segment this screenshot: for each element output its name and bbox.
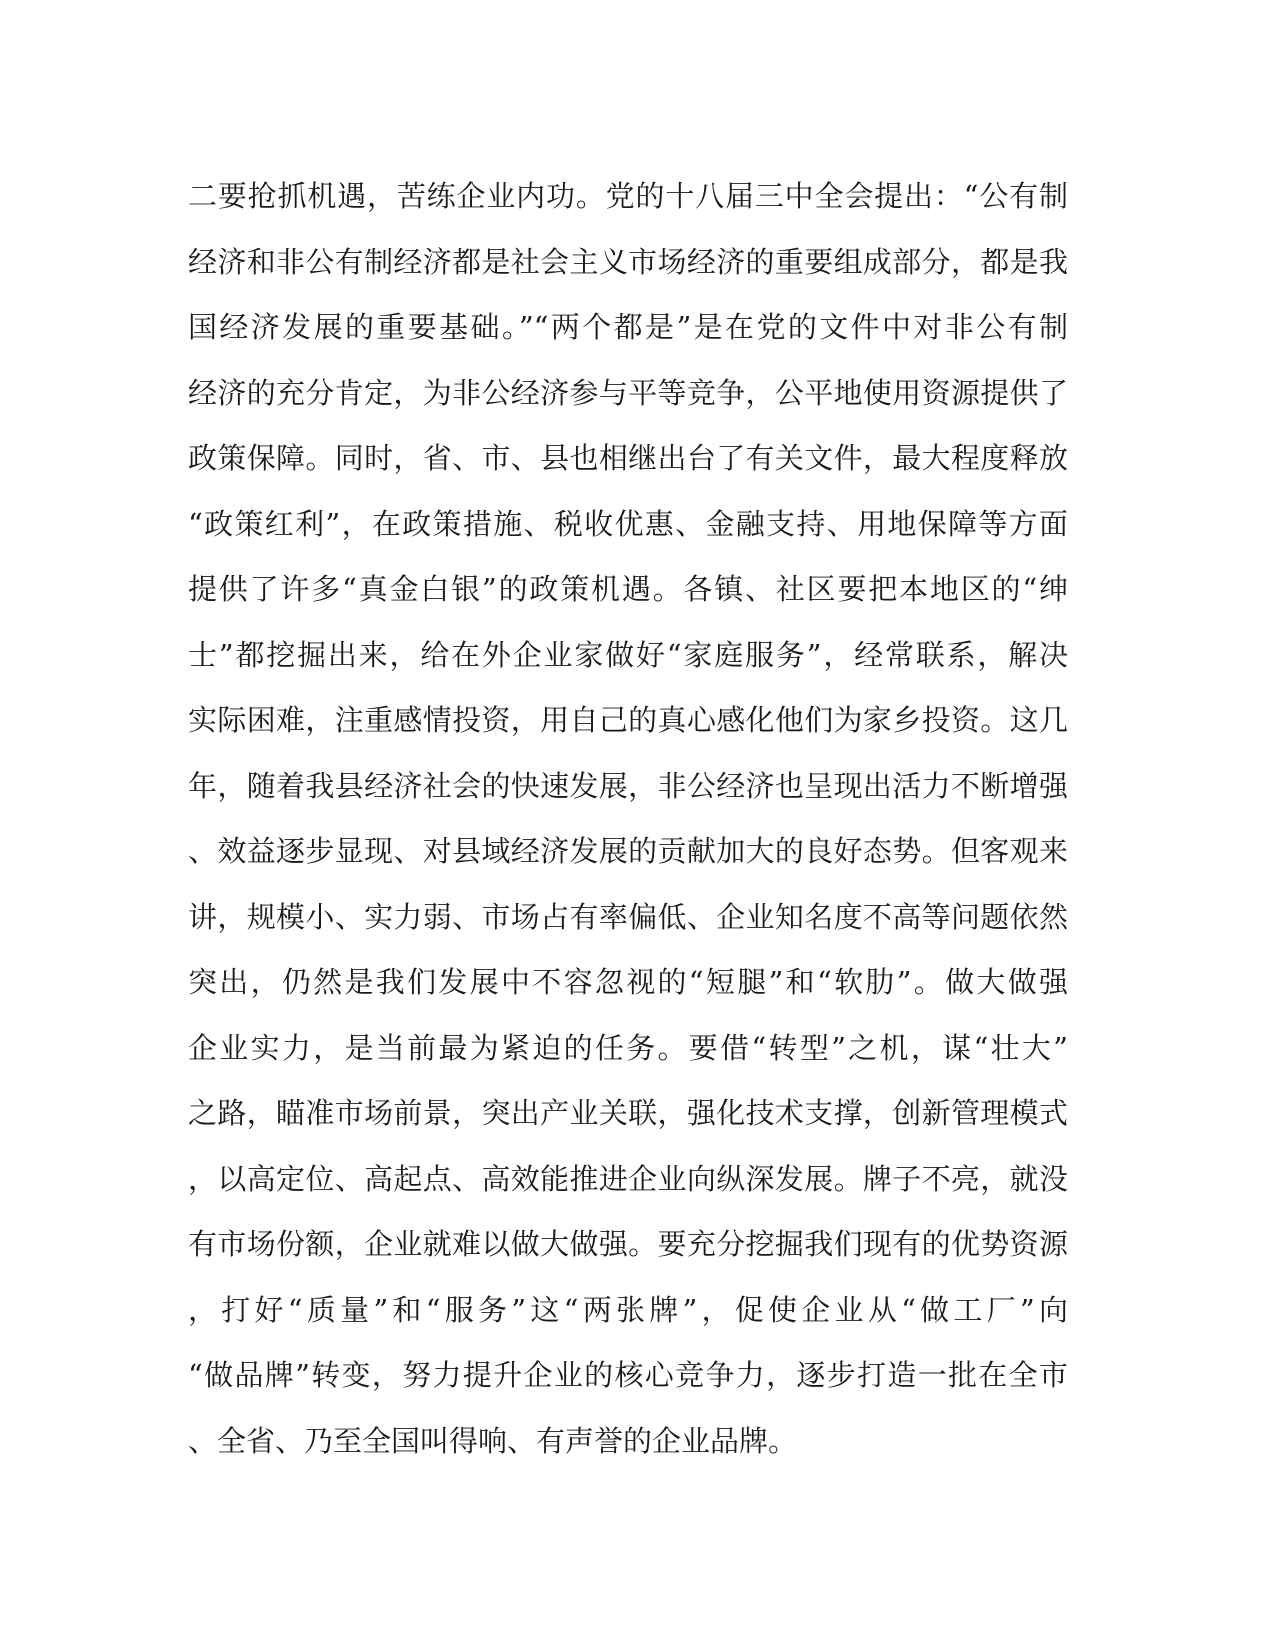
text-line: 、效益逐步显现、对县域经济发展的贡献加大的良好态势。但客观来 bbox=[188, 834, 1068, 868]
text-line: “做品牌”转变，努力提升企业的核心竞争力，逐步打造一批在全市 bbox=[188, 1358, 1068, 1392]
text-line: ，打好“质量”和“服务”这“两张牌”，促使企业从“做工厂”向 bbox=[188, 1292, 1068, 1327]
text-line: 国经济发展的重要基础。”“两个都是”是在党的文件中对非公有制 bbox=[188, 310, 1068, 344]
text-line: “政策红利”，在政策措施、税收优惠、金融支持、用地保障等方面 bbox=[188, 506, 1068, 541]
text-line: 、全省、乃至全国叫得响、有声誉的企业品牌。 bbox=[188, 1423, 798, 1458]
body-paragraph bbox=[188, 164, 1068, 1474]
text-line: 年，随着我县经济社会的快速发展，非公经济也呈现出活力不断增强 bbox=[188, 768, 1068, 803]
text-line: 企业实力，是当前最为紧迫的任务。要借“转型”之机，谋“壮大” bbox=[188, 1030, 1068, 1065]
text-line: 讲，规模小、实力弱、市场占有率偏低、企业知名度不高等问题依然 bbox=[188, 899, 1068, 934]
text-line: 突出，仍然是我们发展中不容忽视的“短腿”和“软肋”。做大做强 bbox=[188, 965, 1068, 999]
text-line: 之路，瞄准市场前景，突出产业关联，强化技术支撑，创新管理模式 bbox=[188, 1096, 1068, 1130]
text-line: 经济和非公有制经济都是社会主义市场经济的重要组成部分，都是我 bbox=[188, 244, 1068, 279]
text-line: 实际困难，注重感情投资，用自己的真心感化他们为家乡投资。这几 bbox=[188, 703, 1068, 737]
text-line: 政策保障。同时，省、市、县也相继出台了有关文件，最大程度释放 bbox=[188, 441, 1068, 475]
text-line: 二要抢抓机遇，苦练企业内功。党的十八届三中全会提出：“公有制 bbox=[188, 179, 1068, 213]
text-line: 经济的充分肯定，为非公经济参与平等竞争，公平地使用资源提供了 bbox=[188, 375, 1068, 410]
text-line: 有市场份额，企业就难以做大做强。要充分挖掘我们现有的优势资源 bbox=[188, 1227, 1068, 1261]
text-line: ，以高定位、高起点、高效能推进企业向纵深发展。牌子不亮，就没 bbox=[188, 1161, 1068, 1196]
text-line: 士”都挖掘出来，给在外企业家做好“家庭服务”，经常联系，解决 bbox=[188, 637, 1068, 672]
text-line: 提供了许多“真金白银”的政策机遇。各镇、社区要把本地区的“绅 bbox=[188, 572, 1068, 606]
